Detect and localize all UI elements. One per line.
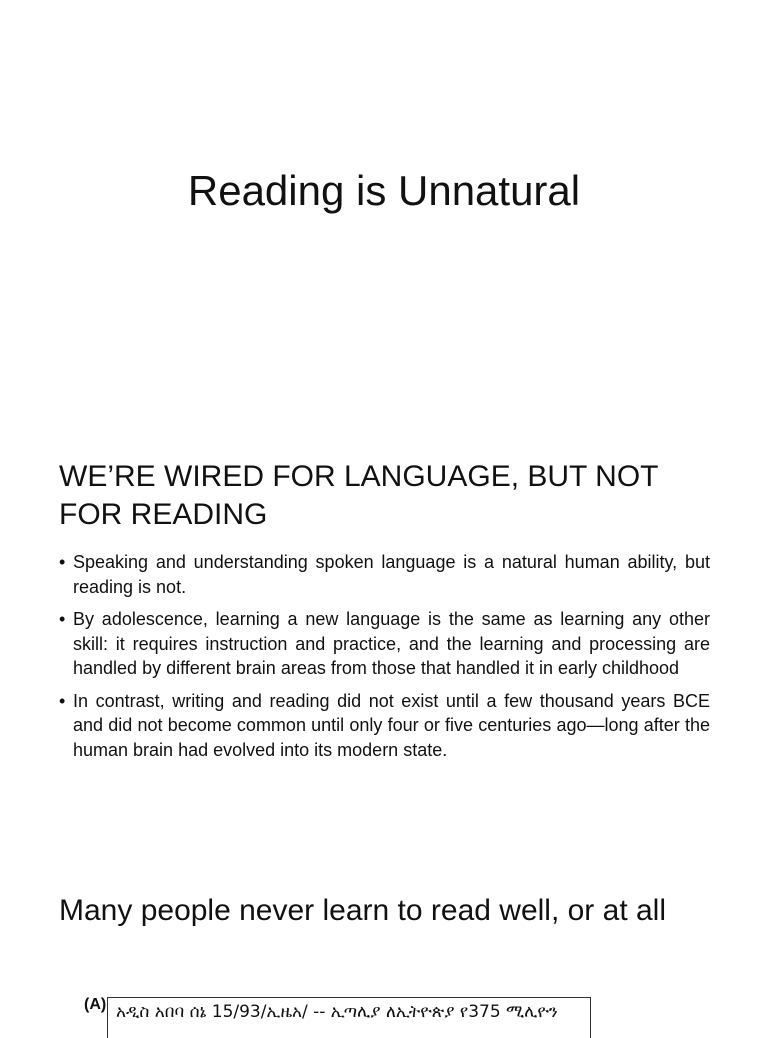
bullet-list: [59, 550, 710, 770]
bullet-text: Speaking and understanding spoken language is a natural human ability, but reading is not.: [73, 552, 710, 597]
bullet-text: In contrast, writing and reading did not exist until a few thousand years BCE and did not become common until only four or five centuries ago—long after the human brain had evolved into its modern state.: [73, 690, 710, 760]
bullet-marker: •: [59, 552, 66, 572]
bullet-item: [59, 607, 710, 681]
bullet-marker: •: [59, 690, 66, 711]
bullet-item: [59, 550, 710, 599]
bullet-text: By adolescence, learning a new language is the same as learning any other skill: it requires instruction and practice, and the learning and processing are handled by different brain areas from those that handled it in early childhood: [73, 609, 710, 678]
slide-title: Reading is Unnatural: [187, 167, 581, 214]
bullet-item: [59, 689, 710, 763]
slide-subtitle: Many people never learn to read well, or at all: [59, 894, 667, 927]
bullet-marker: •: [59, 609, 66, 629]
figure-label: (A): [84, 996, 107, 1013]
figure-image-box: [107, 997, 591, 1038]
figure-script-text: አዲስ አበባ ሰኔ 15/93/ኢዜአ/ -- ኢጣሊያ ለኢትዮጵያ የ375 ሚሊዮን: [116, 1002, 558, 1022]
section-heading: WE’RE WIRED FOR LANGUAGE, BUT NOT FOR READING: [59, 460, 658, 531]
